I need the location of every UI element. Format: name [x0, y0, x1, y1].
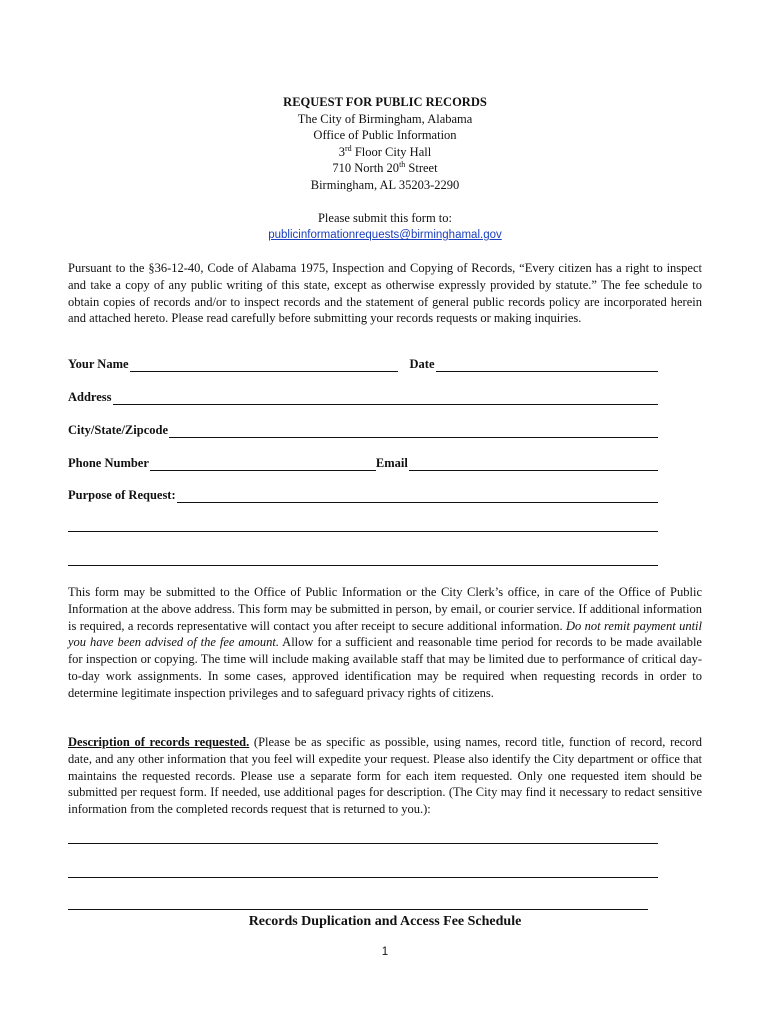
date-field[interactable] [436, 359, 658, 372]
city-state-zip: Birmingham, AL 35203-2290 [310, 177, 460, 192]
floor-number: 3 [338, 144, 346, 159]
description-paragraph [68, 734, 702, 818]
address-label: Address [68, 390, 112, 404]
purpose-field[interactable] [177, 490, 658, 503]
address-field[interactable] [113, 392, 658, 405]
street-suffix: th [399, 160, 406, 170]
email-field[interactable] [409, 458, 658, 471]
street-rest: Street [405, 161, 438, 176]
phone-email-row [68, 455, 658, 471]
your-name-label: Your Name [68, 357, 129, 371]
floor-line [0, 144, 770, 161]
address-row [68, 389, 658, 405]
submission-notice [68, 584, 702, 702]
notice-text-2: Allow for a sufficient and reasonable time period for records to be made available for inspection or copying. The time will include making available staff that may be limited due to performance of critical day-to-day work assignments. In some cases, approved identification may be required when requesting records in order to determine legitimate inspection privileges and to safeguard privacy rights of citizens. [68, 635, 702, 700]
description-heading: Description of records requested. [68, 735, 250, 749]
street-prefix: 710 North 20 [332, 161, 400, 176]
date-label: Date [409, 357, 435, 371]
purpose-line-3[interactable] [68, 564, 658, 566]
city-state-zip-label: City/State/Zipcode [68, 423, 168, 437]
fee-schedule-title: Records Duplication and Access Fee Schedule [248, 914, 522, 929]
submission-email-link[interactable]: publicinformationrequests@birminghamal.gov [268, 229, 502, 242]
street-line [0, 160, 770, 177]
intro-paragraph: Pursuant to the §36-12-40, Code of Alabama 1975, Inspection and Copying of Records, “Every citizen has a right to inspect and take a copy of any public writing of this state, except as otherwise expressly provided by statute.” The fee schedule to obtain copies of records and/or to inspect records and the statement of general public records policy are incorporated herein and attached hereto. Please read carefully before submitting your records requests or making inquiries. [68, 261, 702, 326]
submit-instruction: Please submit this form to: [317, 210, 453, 225]
city-name: The City of Birmingham, Alabama [297, 111, 473, 126]
description-line-3[interactable] [68, 908, 648, 910]
purpose-line-2[interactable] [68, 530, 658, 532]
notice-text-1: This form may be submitted to the Office of Public Information or the City Clerk’s office, in care of the Office of Public Information at the above address. This form may be submitted in person, by email, or courier service. If additional information is required, a records representative will contact you after receipt to secure additional information. [68, 585, 702, 633]
name-date-row [68, 356, 658, 372]
floor-rest: Floor City Hall [351, 144, 432, 159]
page-number: 1 [381, 946, 389, 958]
city-state-zip-row [68, 422, 658, 438]
phone-number-label: Phone Number [68, 456, 149, 470]
description-instructions: (Please be as specific as possible, using names, record title, function of record, record date, and any other information that you feel will expedite your request. Please also identify the City department or office that maintains the requested records. Please use a separate form for each item requested. Only one requested item should be submitted per request form. If needed, use additional pages for description. (The City may find it necessary to redact sensitive information from the completed records request that is returned to you.): [68, 735, 702, 817]
office-name: Office of Public Information [313, 128, 457, 143]
purpose-label: Purpose of Request: [68, 488, 176, 502]
description-line-1[interactable] [68, 842, 658, 844]
letterhead [0, 94, 770, 244]
description-line-2[interactable] [68, 876, 658, 878]
purpose-row [68, 487, 658, 503]
city-state-zip-field[interactable] [169, 425, 658, 438]
email-label: Email [375, 456, 408, 470]
phone-number-field[interactable] [150, 458, 376, 471]
notice-payment-warning: Do not remit payment until you have been advised of the fee amount. [68, 618, 703, 650]
form-title: REQUEST FOR PUBLIC RECORDS [283, 95, 487, 109]
your-name-field[interactable] [130, 359, 398, 372]
floor-suffix: rd [345, 143, 352, 153]
